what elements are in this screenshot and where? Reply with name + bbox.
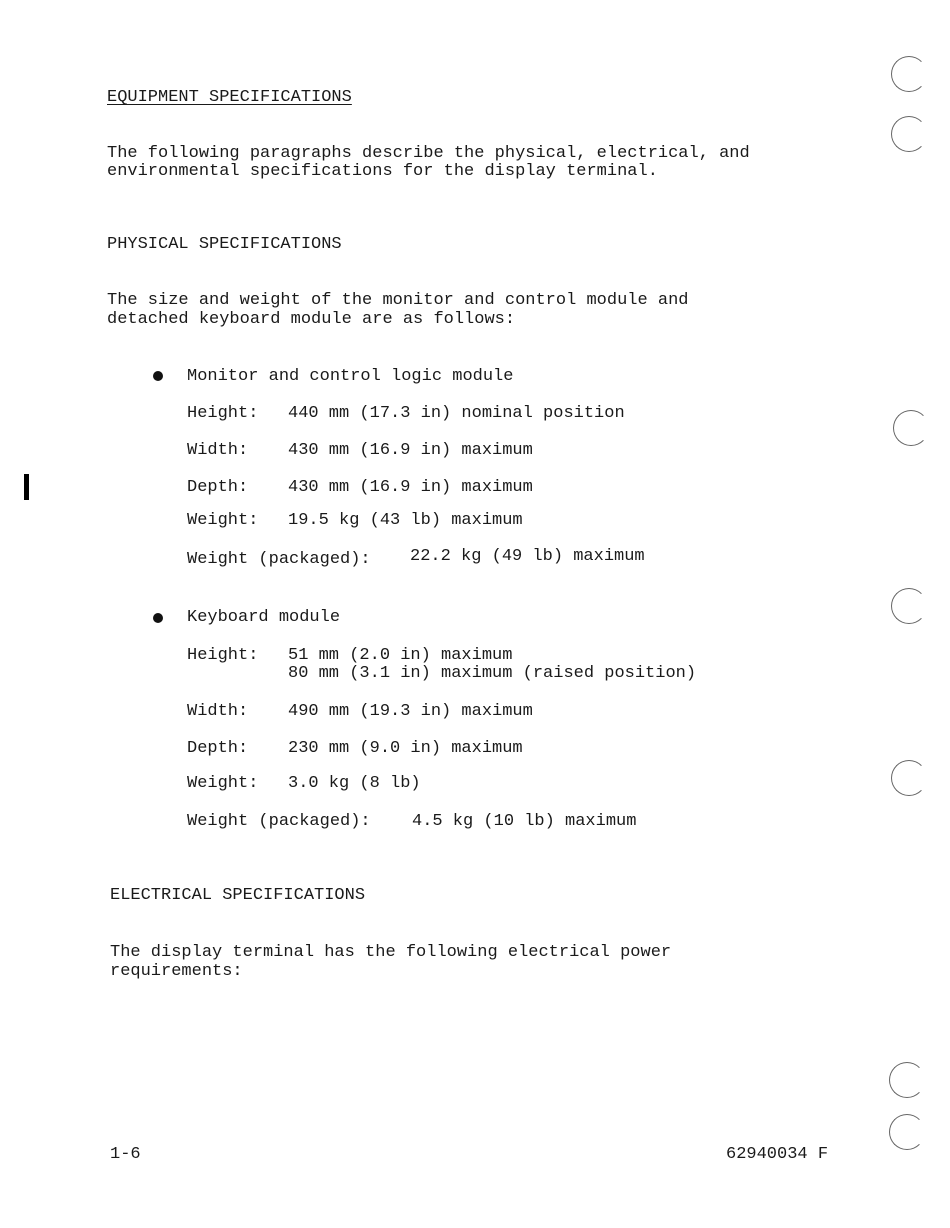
bullet-icon — [153, 613, 163, 623]
electrical-intro-line-2: requirements: — [110, 962, 243, 981]
physical-intro-line-1: The size and weight of the monitor and control module and — [107, 291, 689, 310]
keyboard-height-label: Height: — [187, 646, 259, 665]
electrical-intro-line-1: The display terminal has the following electrical power — [110, 943, 672, 962]
electrical-specifications-heading: ELECTRICAL SPECIFICATIONS — [110, 886, 366, 905]
intro-line-1: The following paragraphs describe the physical, electrical, and — [107, 144, 750, 163]
keyboard-width-value: 490 mm (19.3 in) maximum — [288, 702, 533, 721]
physical-specifications-heading: PHYSICAL SPECIFICATIONS — [107, 235, 342, 254]
monitor-height-value: 440 mm (17.3 in) nominal position — [288, 404, 625, 423]
monitor-module-title: Monitor and control logic module — [187, 367, 514, 386]
equipment-specifications-heading: EQUIPMENT SPECIFICATIONS — [107, 88, 352, 107]
monitor-depth-value: 430 mm (16.9 in) maximum — [288, 478, 533, 497]
keyboard-height-value-1: 51 mm (2.0 in) maximum — [288, 646, 513, 665]
monitor-width-value: 430 mm (16.9 in) maximum — [288, 441, 533, 460]
keyboard-depth-label: Depth: — [187, 739, 249, 758]
punch-hole-icon — [893, 410, 929, 446]
punch-hole-icon — [889, 1062, 925, 1098]
change-bar — [24, 474, 29, 500]
keyboard-width-label: Width: — [187, 702, 249, 721]
punch-hole-icon — [889, 1114, 925, 1150]
page-number: 1-6 — [110, 1145, 141, 1164]
monitor-weight-packaged-value: 22.2 kg (49 lb) maximum — [410, 547, 645, 566]
monitor-depth-label: Depth: — [187, 478, 249, 497]
monitor-width-label: Width: — [187, 441, 249, 460]
keyboard-weight-packaged-label: Weight (packaged): — [187, 812, 371, 831]
punch-hole-icon — [891, 588, 927, 624]
keyboard-module-title: Keyboard module — [187, 608, 341, 627]
intro-line-2: environmental specifications for the display terminal. — [107, 162, 658, 181]
physical-intro-line-2: detached keyboard module are as follows: — [107, 310, 516, 329]
punch-hole-icon — [891, 760, 927, 796]
monitor-weight-label: Weight: — [187, 511, 259, 530]
keyboard-weight-value: 3.0 kg (8 lb) — [288, 774, 421, 793]
keyboard-depth-value: 230 mm (9.0 in) maximum — [288, 739, 523, 758]
keyboard-height-value-2: 80 mm (3.1 in) maximum (raised position) — [288, 664, 697, 683]
monitor-height-label: Height: — [187, 404, 259, 423]
document-number: 62940034 F — [726, 1145, 829, 1164]
keyboard-weight-label: Weight: — [187, 774, 259, 793]
monitor-weight-packaged-label: Weight (packaged): — [187, 550, 371, 569]
monitor-weight-value: 19.5 kg (43 lb) maximum — [288, 511, 523, 530]
bullet-icon — [153, 371, 163, 381]
punch-hole-icon — [891, 56, 927, 92]
keyboard-weight-packaged-value: 4.5 kg (10 lb) maximum — [412, 812, 637, 831]
punch-hole-icon — [891, 116, 927, 152]
